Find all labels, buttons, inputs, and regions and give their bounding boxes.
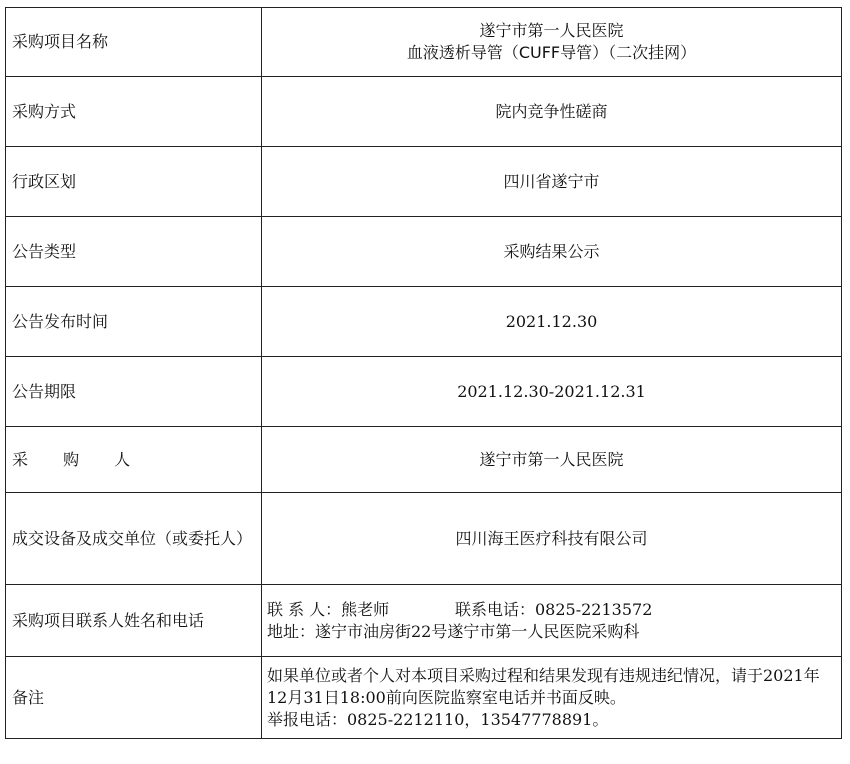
- row-notice-type: [6, 217, 842, 287]
- project-name-line1: 遂宁市第一人民医院: [479, 21, 624, 40]
- contact-address: 地址：遂宁市油房街22号遂宁市第一人民医院采购科: [267, 621, 640, 641]
- winner-label: 成交设备及成交单位（或委托人）: [6, 493, 262, 585]
- contact-value: [262, 585, 842, 657]
- notice-type-label: 公告类型: [6, 217, 262, 287]
- row-method: [6, 77, 842, 147]
- remarks-report-phone: 举报电话：0825-2212110，13547778891。: [267, 709, 609, 729]
- row-project-name: [6, 8, 842, 77]
- method-value: 院内竞争性磋商: [262, 77, 842, 147]
- purchaser-label: [6, 427, 262, 493]
- contact-phone: 联系电话：0825-2213572: [455, 599, 653, 619]
- row-winner: [6, 493, 842, 585]
- notice-type-value: 采购结果公示: [262, 217, 842, 287]
- remarks-label: 备注: [6, 657, 262, 739]
- project-name-label: 采购项目名称: [6, 8, 262, 77]
- contact-person: 联 系 人：熊老师: [267, 599, 390, 619]
- publish-time-value: 2021.12.30: [262, 287, 842, 357]
- remarks-value: [262, 657, 842, 739]
- publish-time-label: 公告发布时间: [6, 287, 262, 357]
- winner-value: 四川海王医疗科技有限公司: [262, 493, 842, 585]
- row-period: [6, 357, 842, 427]
- project-name-line2: 血液透析导管（CUFF导管）（二次挂网）: [406, 43, 697, 62]
- method-label: 采购方式: [6, 77, 262, 147]
- row-contact: [6, 585, 842, 657]
- region-label: 行政区划: [6, 147, 262, 217]
- row-publish-time: [6, 287, 842, 357]
- row-remarks: [6, 657, 842, 739]
- contact-line1: [267, 599, 837, 621]
- project-name-value: [262, 8, 842, 77]
- region-value: 四川省遂宁市: [262, 147, 842, 217]
- purchaser-label-text: 采 购 人: [12, 449, 146, 469]
- remarks-text: 如果单位或者个人对本项目采购过程和结果发现有违规违纪情况，请于2021年12月31日18:00前向医院监察室电话并书面反映。: [267, 665, 820, 707]
- row-region: [6, 147, 842, 217]
- period-label: 公告期限: [6, 357, 262, 427]
- purchaser-value: 遂宁市第一人民医院: [262, 427, 842, 493]
- contact-label: 采购项目联系人姓名和电话: [6, 585, 262, 657]
- period-value: 2021.12.30-2021.12.31: [262, 357, 842, 427]
- procurement-info-table: [5, 7, 842, 739]
- row-purchaser: [6, 427, 842, 493]
